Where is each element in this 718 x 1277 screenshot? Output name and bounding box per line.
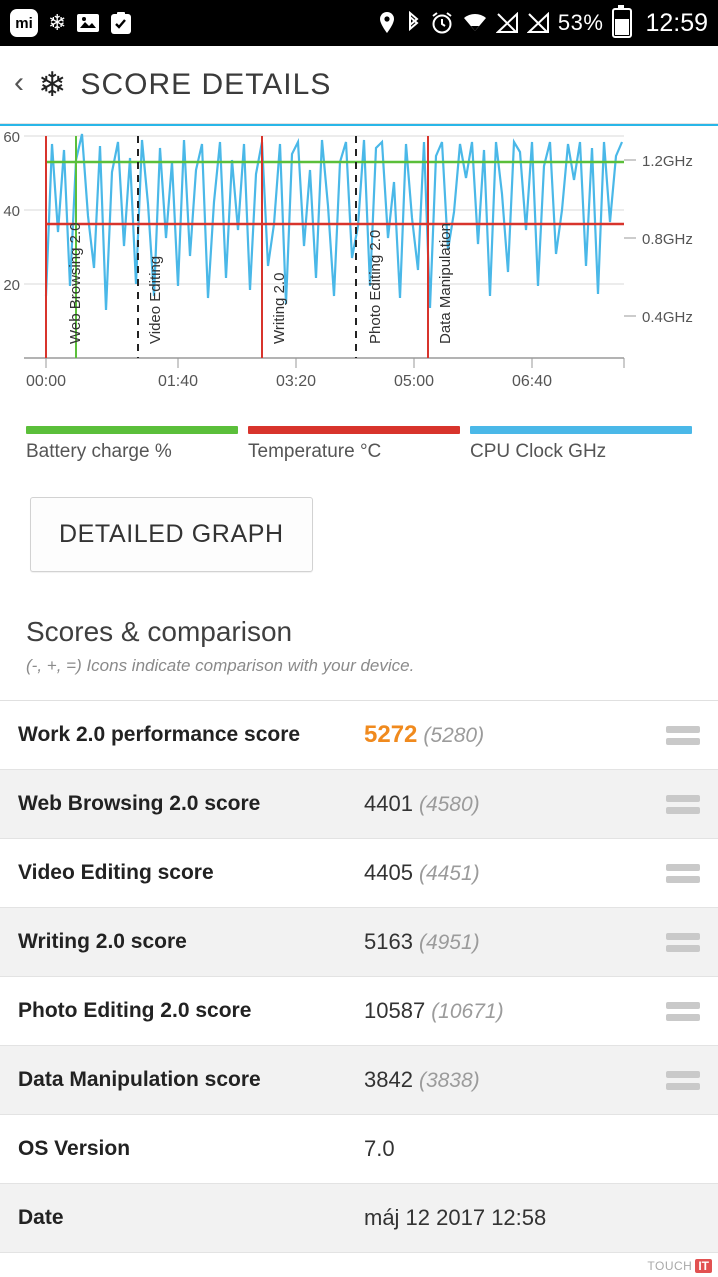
row-value [358,929,648,955]
row-score: máj 12 2017 12:58 [364,1205,547,1230]
svg-text:01:40: 01:40 [157,373,199,390]
chevron-left-icon[interactable]: ‹ [14,65,24,99]
actions-row [0,463,718,572]
bluetooth-icon [405,11,421,35]
legend-item-battery [26,426,248,463]
svg-text:20: 20 [3,277,20,294]
tasks-icon [110,11,132,35]
row-score: 4405 [364,860,413,885]
battery-percent-label: 53% [557,10,604,35]
watermark-badge: IT [695,1259,712,1273]
equals-icon [648,795,718,814]
row-value [358,860,648,886]
wifi-icon [463,12,487,34]
watermark [647,1259,712,1273]
row-label: Photo Editing 2.0 score [18,999,252,1022]
svg-text:1.2GHz: 1.2GHz [642,153,693,170]
row-label: Data Manipulation score [18,1068,261,1091]
table-row[interactable] [0,839,718,908]
row-label: Date [18,1206,64,1229]
row-compare: (3838) [418,1069,480,1092]
chart-svg [0,126,718,414]
row-score: 5272 [364,721,418,748]
row-label: OS Version [18,1137,131,1160]
battery-icon [612,8,632,38]
row-compare: (4580) [418,793,480,816]
row-score: 3842 [364,1067,413,1092]
svg-text:Writing 2.0: Writing 2.0 [271,272,288,344]
equals-icon [648,933,718,952]
signal-off-icon [527,12,549,34]
equals-icon [648,864,718,883]
row-label: Web Browsing 2.0 score [18,792,261,815]
legend-item-cpu [470,426,692,463]
scores-table [0,700,718,1253]
row-value [358,998,648,1024]
status-bar-left-icons [10,9,132,37]
row-score: 5163 [364,929,413,954]
row-value [358,1067,648,1093]
scores-title: Scores & comparison [26,616,293,647]
legend-swatch-cpu [470,426,692,434]
svg-text:0.8GHz: 0.8GHz [642,231,693,248]
table-row[interactable] [0,701,718,770]
equals-icon [648,1002,718,1021]
app-header [0,46,718,124]
row-score: 4401 [364,791,413,816]
svg-text:Photo Editing 2.0: Photo Editing 2.0 [367,229,384,344]
table-row[interactable] [0,1184,718,1253]
row-score: 7.0 [364,1136,395,1161]
table-row[interactable] [0,1046,718,1115]
row-compare: (5280) [423,724,485,747]
location-icon [378,11,396,35]
legend-swatch-battery [26,426,238,434]
svg-text:0.4GHz: 0.4GHz [642,309,693,326]
gallery-icon [76,12,100,34]
row-label: Video Editing score [18,861,214,884]
table-row[interactable] [0,977,718,1046]
scores-subtitle: (-, +, =) Icons indicate comparison with your device. [26,656,415,675]
row-value [358,1136,648,1162]
equals-icon [648,726,718,745]
svg-text:Video Editing: Video Editing [147,255,164,344]
detailed-graph-button[interactable]: DETAILED GRAPH [30,497,313,572]
row-score: 10587 [364,998,426,1023]
performance-chart [0,124,718,414]
row-compare: (10671) [431,1000,504,1023]
equals-icon [648,1071,718,1090]
row-compare: (4451) [418,862,480,885]
svg-text:00:00: 00:00 [25,373,67,390]
row-value [358,1205,648,1231]
status-clock: 12:59 [645,8,708,37]
scores-header [0,572,718,676]
legend-label-cpu: CPU Clock GHz [470,441,607,462]
legend-item-temperature [248,426,470,463]
svg-text:Data Manipulation: Data Manipulation [437,223,454,344]
legend-label-battery: Battery charge % [26,441,172,462]
svg-text:40: 40 [3,203,20,220]
legend-label-temperature: Temperature °C [248,441,382,462]
row-value [358,721,648,749]
row-value [358,791,648,817]
row-label: Writing 2.0 score [18,930,187,953]
row-label: Work 2.0 performance score [18,723,301,746]
snowflake-icon: ❄ [48,10,67,35]
watermark-text: TOUCH [647,1259,693,1273]
status-bar [0,0,718,46]
svg-text:05:00: 05:00 [393,373,435,390]
svg-text:Web Browsing 2.0: Web Browsing 2.0 [67,222,84,344]
svg-text:60: 60 [3,129,20,146]
alarm-icon [430,11,454,35]
sim-no-signal-icon [496,12,518,34]
row-compare: (4951) [418,931,480,954]
table-row[interactable] [0,908,718,977]
chart-legend [0,426,718,463]
status-bar-right-icons [378,8,708,38]
page-title: SCORE DETAILS [80,67,332,101]
table-row[interactable] [0,1115,718,1184]
svg-text:03:20: 03:20 [275,373,317,390]
mi-icon: mi [10,9,38,37]
snowflake-icon: ❄ [38,65,67,104]
legend-swatch-temperature [248,426,460,434]
table-row[interactable] [0,770,718,839]
svg-text:06:40: 06:40 [511,373,553,390]
